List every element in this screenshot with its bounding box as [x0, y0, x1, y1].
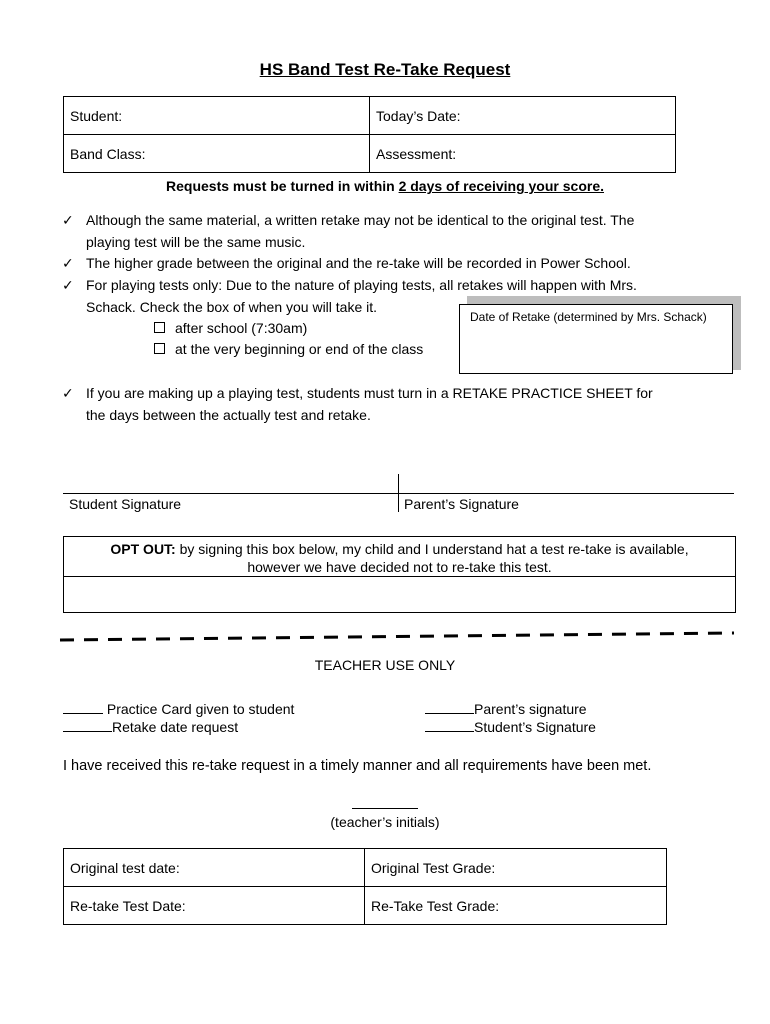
page-title: HS Band Test Re-Take Request	[259, 60, 511, 79]
bullet-text: For playing tests only: Due to the nature of playing tests, all retakes will happen with Mrs.	[86, 277, 637, 293]
blank-line[interactable]	[63, 713, 103, 714]
opt-out-signature-area[interactable]	[64, 577, 735, 612]
parent-sig-label: Parent’s signature	[474, 701, 587, 717]
bullet-text: the days between the actually test and retake.	[86, 406, 371, 423]
retake-box-label: Date of Retake (determined by Mrs. Schack)	[470, 310, 707, 324]
practice-card-label: Practice Card given to student	[103, 701, 295, 717]
check-icon: ✓	[62, 385, 74, 401]
checkbox-icon[interactable]	[154, 322, 165, 333]
option-class-time[interactable]	[154, 339, 423, 360]
opt-out-box	[63, 536, 736, 613]
bullet-text: Schack. Check the box of when you will take it.	[86, 298, 378, 315]
initials-line[interactable]	[352, 808, 418, 809]
original-grade-field[interactable]: Original Test Grade:	[365, 849, 667, 887]
bullet-practice-sheet	[62, 383, 702, 426]
retake-date-field[interactable]: Re-take Test Date:	[64, 887, 365, 925]
student-field[interactable]: Student:	[64, 97, 370, 135]
opt-out-label: OPT OUT:	[110, 541, 176, 557]
option-label: at the very beginning or end of the class	[175, 341, 424, 357]
opt-out-text	[64, 537, 735, 577]
initials-label: (teacher’s initials)	[330, 814, 440, 830]
retake-date-label: Retake date request	[112, 719, 239, 735]
bullet-text: If you are making up a playing test, students must turn in a RETAKE PRACTICE SHEET for	[86, 385, 653, 401]
practice-card-item[interactable]	[63, 701, 294, 717]
bullet-higher-grade	[62, 253, 702, 275]
checkbox-icon[interactable]	[154, 343, 165, 354]
grade-table	[63, 848, 667, 925]
deadline-notice	[0, 178, 770, 194]
parent-signature-label: Parent’s Signature	[404, 496, 519, 512]
bullet-text: Although the same material, a written retake may not be identical to the original test. The	[86, 212, 635, 228]
assessment-field[interactable]: Assessment:	[370, 135, 676, 173]
retake-date-item[interactable]	[63, 719, 238, 735]
check-icon: ✓	[62, 277, 74, 293]
signature-divider	[398, 474, 399, 512]
todays-date-field[interactable]: Today’s Date:	[370, 97, 676, 135]
check-icon: ✓	[62, 255, 74, 271]
bullet-text: The higher grade between the original and the re-take will be recorded in Power School.	[86, 255, 631, 271]
teacher-statement: I have received this re-take request in a timely manner and all requirements have been met.	[63, 758, 652, 774]
deadline-underlined: 2 days of receiving your score.	[398, 178, 604, 194]
bullet-same-material	[62, 210, 702, 253]
student-signature-label: Student Signature	[69, 496, 182, 512]
deadline-prefix: Requests must be turned in within	[166, 178, 399, 194]
date-of-retake-box[interactable]	[459, 304, 733, 374]
original-date-field[interactable]: Original test date:	[64, 849, 365, 887]
student-info-table	[63, 96, 676, 173]
opt-out-line2: however we have decided not to re-take this test.	[247, 559, 552, 575]
blank-line[interactable]	[63, 731, 112, 732]
option-label: after school (7:30am)	[175, 320, 308, 336]
blank-line[interactable]	[425, 731, 474, 732]
bullet-text: playing test will be the same music.	[86, 233, 306, 250]
teacher-heading: TEACHER USE ONLY	[314, 657, 456, 673]
blank-line[interactable]	[425, 713, 474, 714]
opt-out-line1: by signing this box below, my child and I understand hat a test re-take is available,	[175, 541, 689, 557]
retake-grade-field[interactable]: Re-Take Test Grade:	[365, 887, 667, 925]
student-sig-label: Student’s Signature	[474, 719, 596, 735]
band-class-field[interactable]: Band Class:	[64, 135, 370, 173]
option-after-school[interactable]	[154, 318, 307, 339]
student-sig-item[interactable]	[425, 719, 596, 735]
parent-sig-item[interactable]	[425, 701, 587, 717]
check-icon: ✓	[62, 212, 74, 228]
